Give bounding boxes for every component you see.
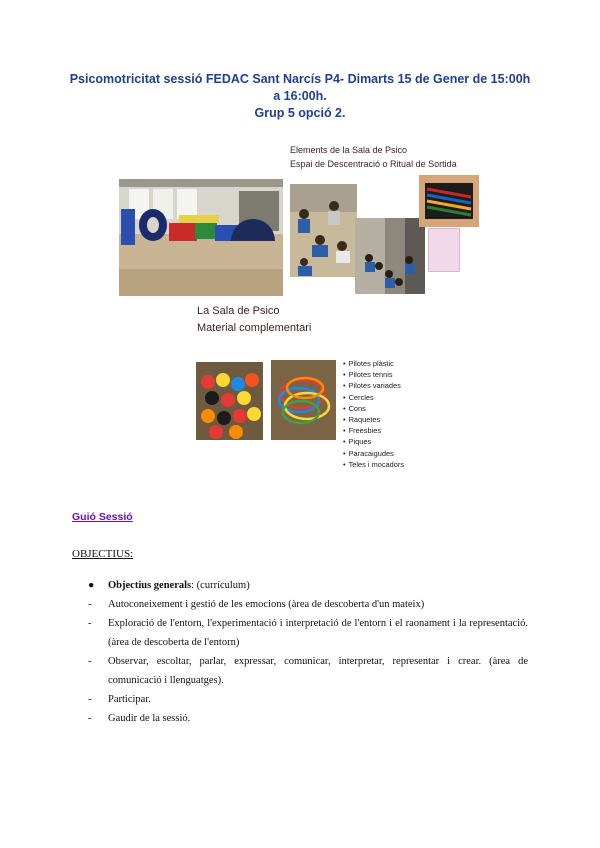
objective-text: Autoconeixement i gestió de les emocions (àrea de descoberta d'un mateix) — [108, 599, 425, 610]
paper-card-image — [428, 228, 460, 272]
material-item: • Cercles — [343, 392, 423, 403]
dash-marker: - — [88, 599, 92, 610]
caption-sala: La Sala de Psico — [197, 305, 280, 317]
balls-photo — [196, 362, 263, 440]
material-list — [343, 358, 423, 470]
dash-marker: - — [88, 694, 92, 705]
objective-text: Observar, escoltar, parlar, expressar, comunicar, interpretar, representar i crear. (àrea de comunicació i llenguatges). — [108, 656, 528, 686]
caption-espai: Espai de Descentració o Ritual de Sortida — [290, 159, 457, 169]
objective-text: Exploració de l'entorn, l'experimentació i interpretació de l'entorn i el raonament i la representació. (àrea de descoberta de l'entorn) — [108, 618, 528, 648]
objective-item — [88, 709, 528, 728]
ritual-sortida-photo — [355, 218, 425, 294]
material-item: • Raquetes — [343, 414, 423, 425]
objective-item — [88, 690, 528, 709]
objectius-heading: OBJECTIUS: — [72, 548, 134, 560]
material-item: • Pilotes tennis — [343, 369, 423, 380]
material-item: • Piques — [343, 436, 423, 447]
title-line-2: a 16:00h. — [273, 89, 327, 103]
caption-elements: Elements de la Sala de Psico — [290, 145, 408, 155]
objective-item — [88, 595, 528, 614]
material-item: • Pilotes variades — [343, 380, 423, 391]
material-item: • Freesbies — [343, 425, 423, 436]
material-item: • Cons — [343, 403, 423, 414]
guio-sessio-link[interactable]: Guió Sessió — [72, 511, 133, 523]
crayons-photo — [419, 175, 479, 227]
material-item: • Paracaigudes — [343, 448, 423, 459]
bullet-dot: ● — [88, 580, 95, 591]
objectius-general-label: Objectius generals — [108, 580, 192, 591]
objectius-general-note: : (currículum) — [191, 580, 250, 591]
objective-item — [88, 614, 528, 652]
objective-item — [88, 652, 528, 690]
objectius-general-row — [88, 576, 528, 595]
title-line-1: Psicomotricitat sessió FEDAC Sant Narcís P4- Dimarts 15 de Gener de 15:00h — [69, 72, 531, 86]
document-title — [40, 71, 560, 122]
dash-marker: - — [88, 713, 92, 724]
dash-marker: - — [88, 656, 92, 667]
children-activity-photo — [290, 184, 357, 277]
objectius-list — [88, 576, 528, 728]
material-item: • Teles i mocadors — [343, 459, 423, 470]
objective-text: Gaudir de la sessió. — [108, 713, 191, 724]
hoops-photo — [271, 360, 336, 440]
caption-material: Material complementari — [197, 322, 312, 334]
objective-text: Participar. — [108, 694, 151, 705]
dash-marker: - — [88, 618, 92, 629]
title-line-3: Grup 5 opció 2. — [254, 106, 346, 120]
sala-psico-photo — [119, 179, 283, 296]
material-item: • Pilotes plàstic — [343, 358, 423, 369]
